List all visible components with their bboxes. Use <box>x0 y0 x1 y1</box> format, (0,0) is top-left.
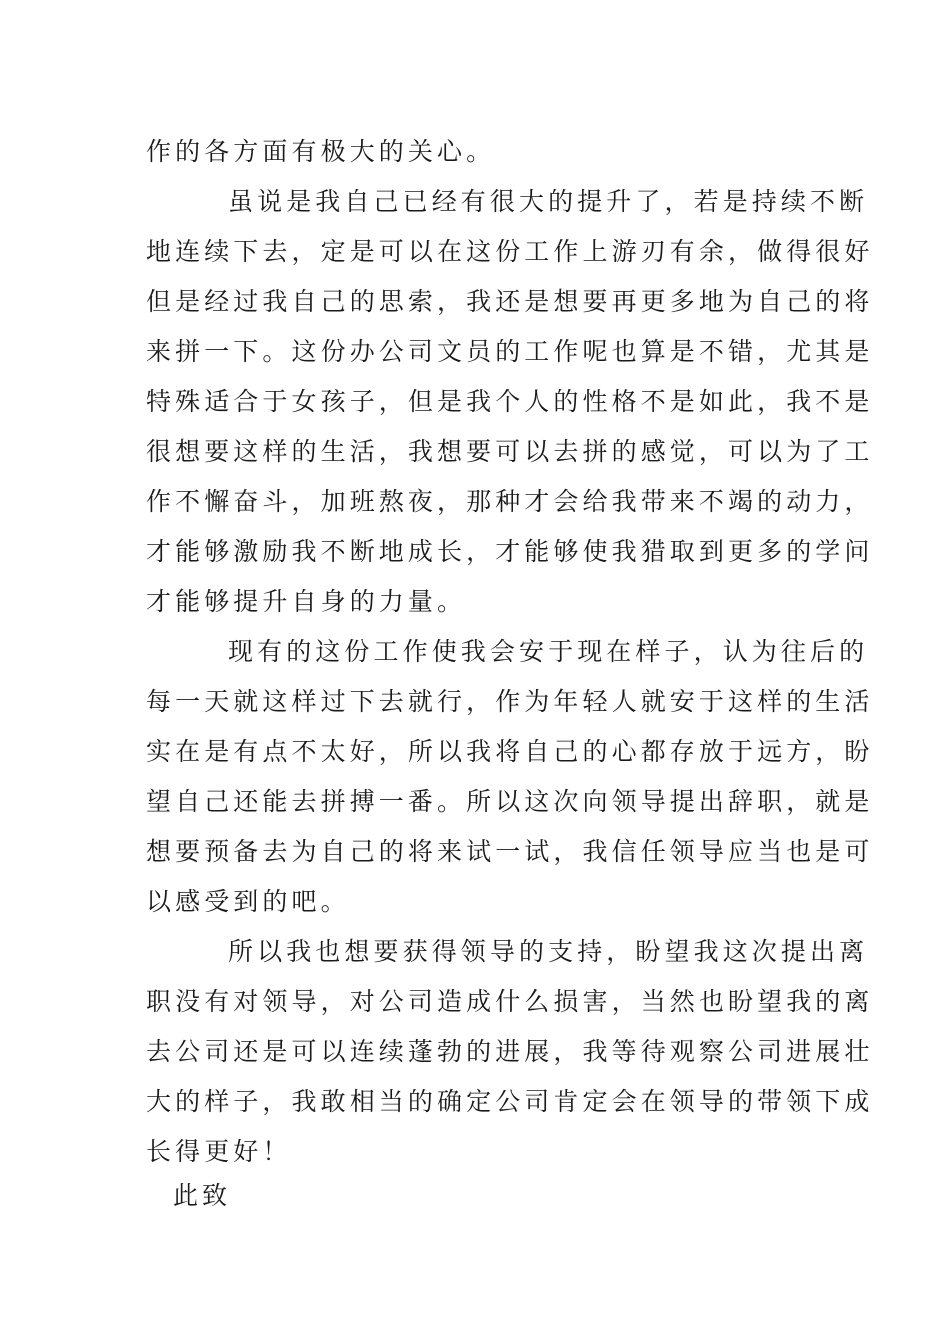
text-line: 职没有对领导，对公司造成什么损害，当然也盼望我的离 <box>146 987 874 1016</box>
text-line: 特殊适合于女孩子，但是我个人的性格不是如此，我不是 <box>146 387 874 416</box>
text-line: 望自己还能去拼搏一番。所以这次向领导提出辞职，就是 <box>146 787 874 816</box>
text-line: 才能够激励我不断地成长，才能够使我猎取到更多的学问 <box>146 537 874 566</box>
text-line: 地连续下去，定是可以在这份工作上游刃有余，做得很好 <box>146 237 874 266</box>
text-line: 实在是有点不太好，所以我将自己的心都存放于远方，盼 <box>146 737 874 766</box>
closing-salutation: 此致 <box>173 1181 232 1210</box>
text-line: 以感受到的吧。 <box>146 887 350 916</box>
text-line: 想要预备去为自己的将来试一试，我信任领导应当也是可 <box>146 837 874 866</box>
paragraph-start-line: 所以我也想要获得领导的支持，盼望我这次提出离 <box>228 937 869 966</box>
text-line: 来拼一下。这份办公司文员的工作呢也算是不错，尤其是 <box>146 337 874 366</box>
letter-body <box>146 127 874 1177</box>
paragraph-start-line: 现有的这份工作使我会安于现在样子，认为往后的 <box>228 637 869 666</box>
paragraph-start-line: 虽说是我自己已经有很大的提升了，若是持续不断 <box>228 187 869 216</box>
text-line: 很想要这样的生活，我想要可以去拼的感觉，可以为了工 <box>146 437 874 466</box>
text-line: 大的样子，我敢相当的确定公司肯定会在领导的带领下成 <box>146 1087 874 1116</box>
text-line: 去公司还是可以连续蓬勃的进展，我等待观察公司进展壮 <box>146 1037 874 1066</box>
text-line: 每一天就这样过下去就行，作为年轻人就安于这样的生活 <box>146 687 874 716</box>
text-line: 作不懈奋斗，加班熬夜，那种才会给我带来不竭的动力， <box>146 487 874 516</box>
text-line: 才能够提升自身的力量。 <box>146 587 467 616</box>
text-line: 长得更好！ <box>146 1137 292 1166</box>
text-line: 作的各方面有极大的关心。 <box>146 137 496 166</box>
text-line: 但是经过我自己的思索，我还是想要再更多地为自己的将 <box>146 287 874 316</box>
